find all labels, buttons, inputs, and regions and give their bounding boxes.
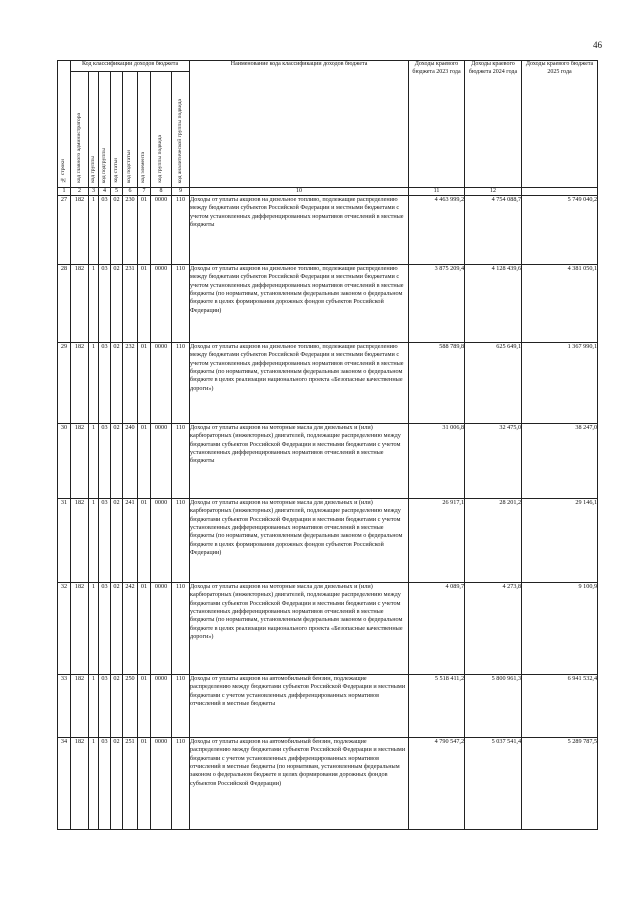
table-row bbox=[58, 196, 598, 265]
cell-element: 01 bbox=[138, 424, 151, 499]
col-number: 3 bbox=[89, 188, 99, 196]
cell-admin: 182 bbox=[71, 583, 89, 675]
cell-no: 30 bbox=[58, 424, 71, 499]
cell-income-2024: 625 649,1 bbox=[465, 343, 522, 424]
cell-income-2024: 32 475,0 bbox=[465, 424, 522, 499]
cell-subtype: 0000 bbox=[151, 196, 172, 265]
cell-admin: 182 bbox=[71, 343, 89, 424]
table-row bbox=[58, 738, 598, 830]
cell-subarticle: 230 bbox=[123, 196, 138, 265]
cell-income-2025: 4 381 050,1 bbox=[522, 265, 598, 343]
cell-income-2025: 1 367 990,1 bbox=[522, 343, 598, 424]
cell-subgroup: 03 bbox=[99, 499, 111, 583]
col-number: 9 bbox=[172, 188, 190, 196]
cell-subarticle: 240 bbox=[123, 424, 138, 499]
cell-no: 29 bbox=[58, 343, 71, 424]
budget-income-table bbox=[57, 60, 598, 830]
cell-no: 28 bbox=[58, 265, 71, 343]
cell-subtype: 0000 bbox=[151, 424, 172, 499]
col-number: 7 bbox=[138, 188, 151, 196]
header-element-code: код элемента bbox=[138, 72, 151, 188]
cell-article: 02 bbox=[111, 196, 123, 265]
cell-subgroup: 03 bbox=[99, 265, 111, 343]
cell-admin: 182 bbox=[71, 196, 89, 265]
cell-income-2023: 4 089,7 bbox=[409, 583, 465, 675]
table-body bbox=[58, 196, 598, 830]
header-subtype-code: код группы подвида bbox=[151, 72, 172, 188]
table-row bbox=[58, 265, 598, 343]
cell-income-2025: 9 100,9 bbox=[522, 583, 598, 675]
cell-name: Доходы от уплаты акцизов на автомобильный бензин, подлежащие распределению между бюджетами субъектов Российской Федерации и местными бюджетами с учетом установленных дифференцированных нормативов отчислений в местные бюджеты (по нормативам, установленным федеральным законом о федеральном бюджете в целях формирования дорожных фондов субъектов Российской Федерации) bbox=[190, 738, 409, 830]
cell-income-2023: 3 875 209,4 bbox=[409, 265, 465, 343]
cell-element: 01 bbox=[138, 265, 151, 343]
cell-subtype: 0000 bbox=[151, 583, 172, 675]
col-number: 6 bbox=[123, 188, 138, 196]
cell-no: 34 bbox=[58, 738, 71, 830]
col-number: 2 bbox=[71, 188, 89, 196]
cell-income-2025: 5 749 040,2 bbox=[522, 196, 598, 265]
col-number: 5 bbox=[111, 188, 123, 196]
cell-analytic: 110 bbox=[172, 583, 190, 675]
cell-article: 02 bbox=[111, 499, 123, 583]
cell-income-2025: 38 247,0 bbox=[522, 424, 598, 499]
cell-name: Доходы от уплаты акцизов на моторные масла для дизельных и (или) карбюраторных (инжекторных) двигателей, подлежащие распределению между бюджетами субъектов Российской Федерации и местными бюджетами с учетом установленных дифференцированных нормативов отчислений в местные бюджеты bbox=[190, 424, 409, 499]
cell-subgroup: 03 bbox=[99, 675, 111, 738]
cell-income-2025: 5 289 787,5 bbox=[522, 738, 598, 830]
cell-element: 01 bbox=[138, 343, 151, 424]
cell-no: 32 bbox=[58, 583, 71, 675]
cell-subarticle: 231 bbox=[123, 265, 138, 343]
cell-admin: 182 bbox=[71, 738, 89, 830]
cell-income-2023: 588 789,8 bbox=[409, 343, 465, 424]
header-classification-group: Код классификации доходов бюджета bbox=[71, 61, 190, 72]
cell-income-2025: 29 146,1 bbox=[522, 499, 598, 583]
header-income-2023: Доходы краевого бюджета 2023 года bbox=[409, 61, 465, 188]
cell-subarticle: 232 bbox=[123, 343, 138, 424]
cell-income-2023: 26 917,1 bbox=[409, 499, 465, 583]
table-row bbox=[58, 424, 598, 499]
col-number: 10 bbox=[190, 188, 409, 196]
cell-analytic: 110 bbox=[172, 738, 190, 830]
cell-element: 01 bbox=[138, 196, 151, 265]
cell-group: 1 bbox=[89, 196, 99, 265]
cell-subtype: 0000 bbox=[151, 343, 172, 424]
cell-group: 1 bbox=[89, 424, 99, 499]
cell-subgroup: 03 bbox=[99, 424, 111, 499]
cell-income-2024: 5 037 541,4 bbox=[465, 738, 522, 830]
cell-income-2023: 4 790 547,2 bbox=[409, 738, 465, 830]
cell-name: Доходы от уплаты акцизов на моторные масла для дизельных и (или) карбюраторных (инжекторных) двигателей, подлежащие распределению между бюджетами субъектов Российской Федерации и местными бюджетами с учетом установленных дифференцированных нормативов отчислений в местные бюджеты (по нормативам, установленным федеральным законом о федеральном бюджете в целях реализации национального проекта «Безопасные качественные дороги») bbox=[190, 583, 409, 675]
cell-subtype: 0000 bbox=[151, 499, 172, 583]
cell-income-2025: 6 941 532,4 bbox=[522, 675, 598, 738]
header-admin-code: код главного администратора bbox=[71, 72, 89, 188]
cell-group: 1 bbox=[89, 343, 99, 424]
col-number: 4 bbox=[99, 188, 111, 196]
cell-subtype: 0000 bbox=[151, 265, 172, 343]
cell-group: 1 bbox=[89, 675, 99, 738]
col-number: 12 bbox=[465, 188, 522, 196]
table-header bbox=[58, 61, 598, 196]
cell-subtype: 0000 bbox=[151, 738, 172, 830]
cell-group: 1 bbox=[89, 738, 99, 830]
cell-admin: 182 bbox=[71, 675, 89, 738]
header-article-code: код статьи bbox=[111, 72, 123, 188]
header-income-2025: Доходы краевого бюджета 2025 года bbox=[522, 61, 598, 188]
cell-income-2024: 4 128 439,6 bbox=[465, 265, 522, 343]
table-row bbox=[58, 583, 598, 675]
cell-element: 01 bbox=[138, 583, 151, 675]
header-subgroup-code: код подгруппы bbox=[99, 72, 111, 188]
cell-article: 02 bbox=[111, 424, 123, 499]
col-number: 11 bbox=[409, 188, 465, 196]
cell-no: 31 bbox=[58, 499, 71, 583]
cell-income-2023: 4 463 999,2 bbox=[409, 196, 465, 265]
cell-subgroup: 03 bbox=[99, 196, 111, 265]
cell-element: 01 bbox=[138, 738, 151, 830]
cell-income-2024: 4 754 088,7 bbox=[465, 196, 522, 265]
cell-income-2024: 4 273,8 bbox=[465, 583, 522, 675]
cell-income-2023: 31 006,8 bbox=[409, 424, 465, 499]
cell-income-2023: 5 518 411,2 bbox=[409, 675, 465, 738]
table-row bbox=[58, 499, 598, 583]
page-number: 46 bbox=[593, 40, 602, 50]
cell-subarticle: 250 bbox=[123, 675, 138, 738]
cell-article: 02 bbox=[111, 265, 123, 343]
cell-income-2024: 28 201,2 bbox=[465, 499, 522, 583]
cell-subarticle: 251 bbox=[123, 738, 138, 830]
cell-name: Доходы от уплаты акцизов на дизельное топливо, подлежащие распределению между бюджетами субъектов Российской Федерации и местными бюджетами с учетом установленных дифференцированных нормативов отчислений в местные бюджеты (по нормативам, установленным федеральным законом о федеральном бюджете в целях формирования дорожных фондов субъектов Российской Федерации) bbox=[190, 265, 409, 343]
cell-article: 02 bbox=[111, 738, 123, 830]
cell-name: Доходы от уплаты акцизов на дизельное топливо, подлежащие распределению между бюджетами субъектов Российской Федерации и местными бюджетами с учетом установленных дифференцированных нормативов отчислений в местные бюджеты bbox=[190, 196, 409, 265]
header-income-2024: Доходы краевого бюджета 2024 года bbox=[465, 61, 522, 188]
cell-no: 27 bbox=[58, 196, 71, 265]
table-row bbox=[58, 675, 598, 738]
cell-element: 01 bbox=[138, 675, 151, 738]
cell-admin: 182 bbox=[71, 265, 89, 343]
col-number: 8 bbox=[151, 188, 172, 196]
cell-subtype: 0000 bbox=[151, 675, 172, 738]
header-name: Наименование кода классификации доходов бюджета bbox=[190, 61, 409, 188]
cell-name: Доходы от уплаты акцизов на автомобильный бензин, подлежащие распределению между бюджетами субъектов Российской Федерации и местными бюджетами с учетом установленных дифференцированных нормативов отчислений в местные бюджеты bbox=[190, 675, 409, 738]
cell-article: 02 bbox=[111, 343, 123, 424]
cell-article: 02 bbox=[111, 675, 123, 738]
cell-subgroup: 03 bbox=[99, 343, 111, 424]
cell-name: Доходы от уплаты акцизов на дизельное топливо, подлежащие распределению между бюджетами субъектов Российской Федерации и местными бюджетами с учетом установленных дифференцированных нормативов отчислений в местные бюджеты (по нормативам, установленным федеральным законом о федеральном бюджете в целях реализации национального проекта «Безопасные качественные дороги») bbox=[190, 343, 409, 424]
cell-subgroup: 03 bbox=[99, 738, 111, 830]
cell-name: Доходы от уплаты акцизов на моторные масла для дизельных и (или) карбюраторных (инжекторных) двигателей, подлежащие распределению между бюджетами субъектов Российской Федерации и местными бюджетами с учетом установленных дифференцированных нормативов отчислений в местные бюджеты (по нормативам, установленным федеральным законом о федеральном бюджете в целях формирования дорожных фондов субъектов Российской Федерации) bbox=[190, 499, 409, 583]
cell-admin: 182 bbox=[71, 424, 89, 499]
cell-analytic: 110 bbox=[172, 424, 190, 499]
cell-income-2024: 5 800 961,3 bbox=[465, 675, 522, 738]
cell-admin: 182 bbox=[71, 499, 89, 583]
cell-analytic: 110 bbox=[172, 499, 190, 583]
cell-group: 1 bbox=[89, 499, 99, 583]
col-number: 1 bbox=[58, 188, 71, 196]
column-number-row bbox=[58, 188, 598, 196]
header-analytic-code: код аналитической группы подвида bbox=[172, 72, 190, 188]
cell-subgroup: 03 bbox=[99, 583, 111, 675]
cell-analytic: 110 bbox=[172, 196, 190, 265]
header-row-number: № строки bbox=[58, 61, 71, 188]
cell-no: 33 bbox=[58, 675, 71, 738]
header-group-code: код группы bbox=[89, 72, 99, 188]
cell-analytic: 110 bbox=[172, 675, 190, 738]
cell-group: 1 bbox=[89, 265, 99, 343]
cell-analytic: 110 bbox=[172, 265, 190, 343]
table-row bbox=[58, 343, 598, 424]
cell-subarticle: 242 bbox=[123, 583, 138, 675]
cell-subarticle: 241 bbox=[123, 499, 138, 583]
header-subarticle-code: код подстатьи bbox=[123, 72, 138, 188]
cell-group: 1 bbox=[89, 583, 99, 675]
cell-analytic: 110 bbox=[172, 343, 190, 424]
cell-element: 01 bbox=[138, 499, 151, 583]
cell-article: 02 bbox=[111, 583, 123, 675]
